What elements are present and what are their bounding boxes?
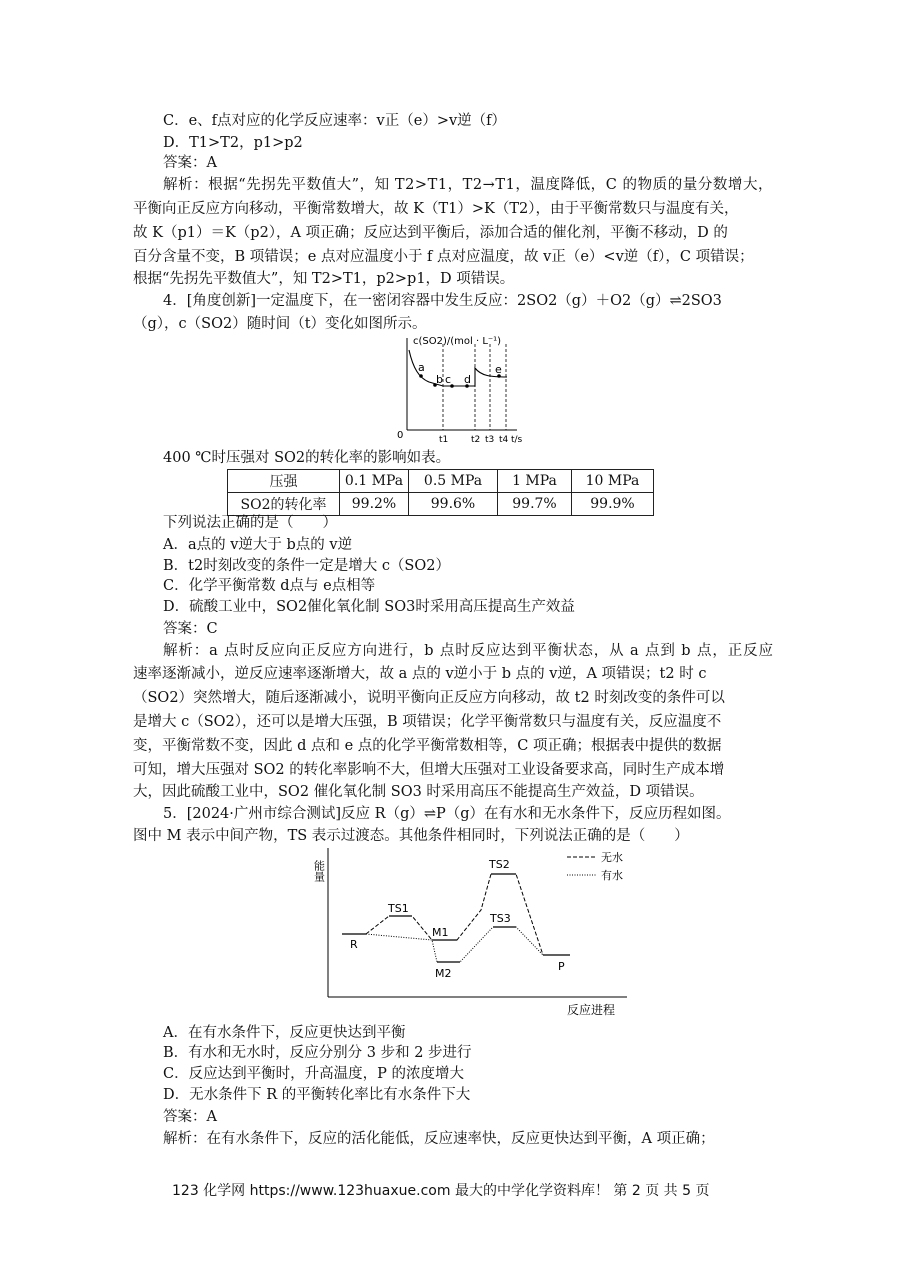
- table-cell: 1 MPa: [498, 470, 572, 493]
- q3-explanation-3: 故 K（p1）＝K（p2），A 项正确；反应达到平衡后，添加合适的催化剂，平衡不移动，D 的: [133, 225, 728, 241]
- q4-option-d: D．硫酸工业中，SO2催化氧化制 SO3时采用高压提高生产效益: [163, 599, 575, 615]
- q4-explanation-1: 解析：a 点时反应向正反应方向进行，b 点时反应达到平衡状态，从 a 点到 b 点，正反应: [163, 643, 774, 659]
- q4-point-a: [419, 374, 423, 378]
- q4-explanation-6: 可知，增大压强对 SO2 的转化率影响不大，但增大压强对工业设备要求高，同时生产成本增: [133, 762, 725, 778]
- q5-option-d: D．无水条件下 R 的平衡转化率比有水条件下大: [163, 1087, 471, 1103]
- q4-answer: 答案：C: [163, 621, 218, 637]
- q4-explanation-7: 大，因此硫酸工业中，SO2 催化氧化制 SO3 时采用高压不能提高生产效益，D 项错误。: [133, 784, 704, 800]
- table-cell: 99.6%: [409, 493, 498, 516]
- q5-label-m1: M1: [432, 926, 449, 939]
- q4-label-c: c: [445, 373, 452, 386]
- q4-explanation-4: 是增大 c（SO2），还可以是增大压强，B 项错误；化学平衡常数只与温度有关，反应温度不: [133, 714, 722, 730]
- q4-chart-xlabel: t/s: [511, 435, 523, 445]
- q4-concentration-chart: [395, 334, 525, 446]
- q4-tick-t1: t1: [439, 435, 449, 445]
- table-cell: 99.2%: [340, 493, 409, 516]
- q4-explanation-2: 速率逐渐减小，逆反应速率逐渐增大，故 a 点的 v逆小于 b 点的 v逆，A 项错误；t2 时 c: [133, 666, 707, 682]
- q5-legend-dry: 无水: [601, 851, 623, 864]
- q4-origin-label: 0: [397, 430, 404, 441]
- page-footer: 123 化学网 https://www.123huaxue.com 最大的中学化学资料库！ 第 2 页 共 5 页: [172, 1183, 710, 1199]
- q3-option-c: C．e、f点对应的化学反应速率：v正（e）>v逆（f）: [163, 113, 507, 129]
- q5-label-p: P: [558, 960, 565, 973]
- q3-explanation-5: 根据“先拐先平数值大”，知 T2>T1，p2>p1，D 项错误。: [133, 271, 515, 287]
- q3-explanation-2: 平衡向正反应方向移动，平衡常数增大，故 K（T1）>K（T2），由于平衡常数只与温度有关，: [133, 201, 739, 217]
- table-cell: 0.5 MPa: [409, 470, 498, 493]
- q5-label-m2: M2: [435, 967, 452, 980]
- q4-option-b: B．t2时刻改变的条件一定是增大 c（SO2）: [163, 558, 450, 574]
- q5-path-wet: [366, 927, 543, 962]
- table-cell: 0.1 MPa: [340, 470, 409, 493]
- q4-table-intro: 400 ℃时压强对 SO2的转化率的影响如表。: [163, 450, 451, 466]
- q5-stem-2: 图中 M 表示中间产物，TS 表示过渡态。其他条件相同时，下列说法正确的是（ ）: [133, 828, 689, 844]
- q3-explanation-1: 解析：根据“先拐先平数值大”，知 T2>T1，T2→T1，温度降低，C 的物质的量分数增大，: [163, 177, 774, 193]
- table-row: [228, 470, 654, 493]
- q4-explanation-3: （SO2）突然增大，随后逐渐减小，说明平衡向正反应方向移动，故 t2 时刻改变的条件可以: [133, 690, 725, 706]
- q5-label-r: R: [350, 938, 358, 951]
- table-cell: 10 MPa: [572, 470, 654, 493]
- q3-option-d: D．T1>T2，p1>p2: [163, 135, 303, 151]
- table-cell: 99.9%: [572, 493, 654, 516]
- q4-explanation-5: 变，平衡常数不变，因此 d 点和 e 点的化学平衡常数相等，C 项正确；根据表中提供的数据: [133, 738, 722, 754]
- q3-explanation-4: 百分含量不变，B 项错误；e 点对应温度小于 f 点对应温度，故 v正（e）<v逆（f），C 项错误；: [133, 249, 754, 265]
- q4-stem-1: 4．[角度创新]一定温度下，在一密闭容器中发生反应：2SO2（g）＋O2（g）⇌2SO3: [163, 293, 722, 309]
- q4-pressure-table: [227, 469, 654, 516]
- q5-chart-xlabel: 反应进程: [567, 1003, 616, 1017]
- q5-answer: 答案：A: [163, 1109, 217, 1125]
- q5-option-b: B．有水和无水时，反应分别分 3 步和 2 步进行: [163, 1045, 472, 1061]
- q4-stem-2: （g），c（SO2）随时间（t）变化如图所示。: [133, 316, 427, 332]
- table-cell: 压强: [228, 470, 340, 493]
- q5-legend-wet: 有水: [601, 869, 623, 882]
- q4-label-d: d: [464, 373, 471, 386]
- q4-option-c: C．化学平衡常数 d点与 e点相等: [163, 578, 376, 594]
- q4-chart-ylabel: c(SO2)/(mol · L⁻¹): [413, 336, 502, 347]
- q4-label-a: a: [418, 361, 425, 374]
- q4-tick-t4: t4: [499, 435, 509, 445]
- table-cell: 99.7%: [498, 493, 572, 516]
- q4-tick-t3: t3: [485, 435, 495, 445]
- q5-label-ts3: TS3: [490, 912, 511, 925]
- q3-answer: 答案：A: [163, 155, 217, 171]
- q4-ask: 下列说法正确的是（ ）: [163, 515, 337, 531]
- q5-option-a: A．在有水条件下，反应更快达到平衡: [163, 1025, 406, 1041]
- q4-label-e: e: [495, 363, 502, 376]
- q5-stem-1: 5．[2024·广州市综合测试]反应 R（g）⇌P（g）在有水和无水条件下，反应历程如图。: [163, 806, 731, 822]
- q5-label-ts2: TS2: [489, 858, 510, 871]
- table-cell: SO2的转化率: [228, 493, 340, 516]
- q5-label-ts1: TS1: [388, 902, 409, 915]
- q5-explanation-1: 解析：在有水条件下，反应的活化能低，反应速率快，反应更快达到平衡，A 项正确；: [163, 1131, 715, 1147]
- q4-option-a: A．a点的 v逆大于 b点的 v逆: [163, 537, 353, 553]
- q5-chart-ylabel: 能量: [312, 860, 326, 882]
- q5-option-c: C．反应达到平衡时，升高温度，P 的浓度增大: [163, 1066, 464, 1082]
- q4-label-b: b: [436, 373, 443, 386]
- q4-tick-t2: t2: [471, 435, 481, 445]
- q5-energy-profile-chart: [305, 844, 635, 1020]
